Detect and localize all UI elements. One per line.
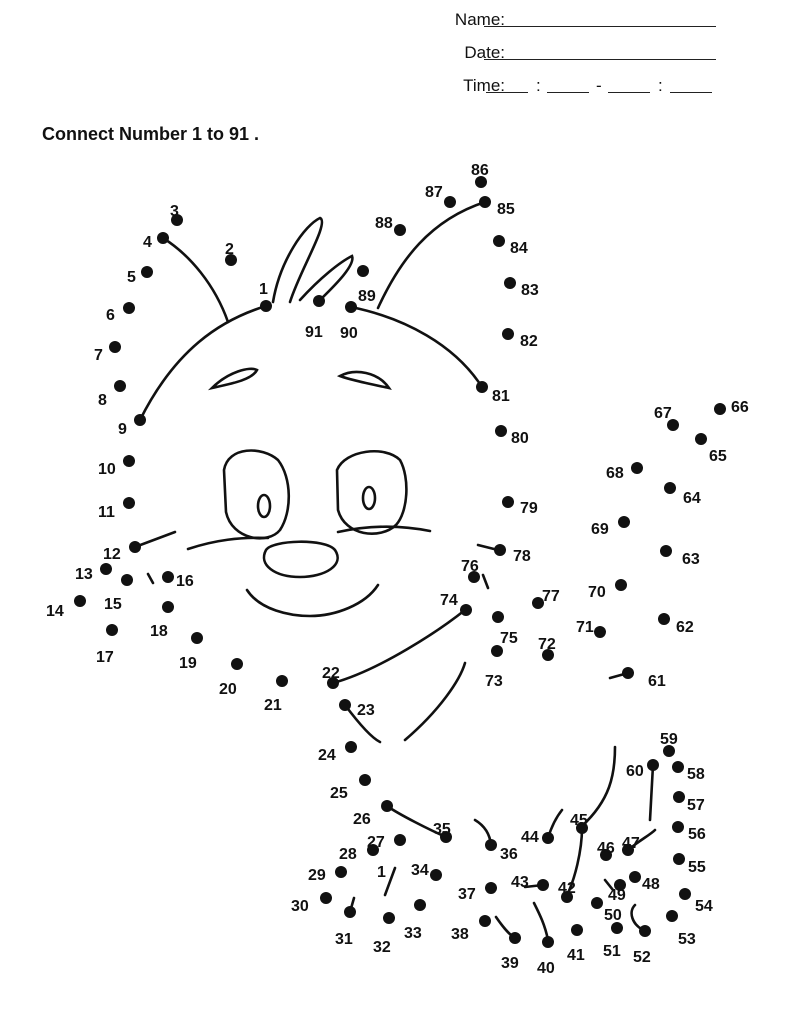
dot-15 (121, 574, 133, 586)
dot-label-68: 68 (606, 465, 624, 482)
time-colon-2: : (658, 76, 663, 95)
dot-label-62: 62 (676, 619, 694, 636)
dot-label-88: 88 (375, 215, 393, 232)
dot-24 (345, 741, 357, 753)
dot-64 (664, 482, 676, 494)
dot-label-72: 72 (538, 636, 556, 653)
dot-label-46: 46 (597, 840, 615, 857)
dot-75 (492, 611, 504, 623)
dot-label-63: 63 (682, 551, 700, 568)
dot-label-28: 28 (339, 846, 357, 863)
dot-label-48: 48 (642, 876, 660, 893)
dot-label-44: 44 (521, 829, 539, 846)
dot-label-43: 43 (511, 874, 529, 891)
dot-label-87: 87 (425, 184, 443, 201)
dot-label-9: 9 (118, 421, 127, 438)
dot-label-39: 39 (501, 955, 519, 972)
dot-68 (631, 462, 643, 474)
instructions: Connect Number 1 to 91 . (42, 124, 260, 144)
dot-label-24: 24 (318, 747, 336, 764)
dot-5 (141, 266, 153, 278)
dot-label-19: 19 (179, 655, 197, 672)
dot-56 (672, 821, 684, 833)
dot-7 (109, 341, 121, 353)
dot-label-86: 86 (471, 162, 489, 179)
dot-label-23: 23 (357, 702, 375, 719)
dot-40 (542, 936, 554, 948)
dot-25 (359, 774, 371, 786)
dot-87 (444, 196, 456, 208)
dot-61 (622, 667, 634, 679)
dot-label-85: 85 (497, 201, 515, 218)
dot-label-69: 69 (591, 521, 609, 538)
dot-9 (134, 414, 146, 426)
dot-label-7: 7 (94, 347, 103, 364)
dot-4 (157, 232, 169, 244)
dot-88 (394, 224, 406, 236)
dot-91 (313, 295, 325, 307)
dot-label-26: 26 (353, 811, 371, 828)
dot-85 (479, 196, 491, 208)
dot-52 (639, 925, 651, 937)
dot-label-25: 25 (330, 785, 348, 802)
name-label: Name: (454, 10, 505, 29)
dot-62 (658, 613, 670, 625)
dot-label-58: 58 (687, 766, 705, 783)
dot-label-18: 18 (150, 623, 168, 640)
dot-label-40: 40 (537, 960, 555, 977)
dot-label-61: 61 (648, 673, 666, 690)
dot-label-5: 5 (127, 269, 136, 286)
dot-label-45: 45 (570, 812, 588, 829)
dot-label-75: 75 (500, 630, 518, 647)
dot-label-8: 8 (98, 392, 107, 409)
dot-55 (673, 853, 685, 865)
dot-26 (381, 800, 393, 812)
date-label: Date: (464, 43, 505, 62)
dot-label-11: 11 (98, 504, 115, 521)
dot-label-81: 81 (492, 388, 510, 405)
dot-label-55: 55 (688, 859, 706, 876)
dot-36 (485, 839, 497, 851)
dot-12 (129, 541, 141, 553)
dot-label-56: 56 (688, 826, 706, 843)
dot-label-74: 74 (440, 592, 458, 609)
dot-label-57: 57 (687, 797, 705, 814)
dot-label-36: 36 (500, 846, 518, 863)
dot-53 (666, 910, 678, 922)
dot-label-4: 4 (143, 234, 152, 251)
dot-label-79: 79 (520, 500, 538, 517)
dot-label-77: 77 (542, 588, 560, 605)
dot-label-59: 59 (660, 731, 678, 748)
dot-label-15: 15 (104, 596, 122, 613)
dot-label-47: 47 (622, 835, 640, 852)
dot-label-67: 67 (654, 405, 672, 422)
dot-label-30: 30 (291, 898, 309, 915)
dot-50 (591, 897, 603, 909)
time-colon-1: : (536, 76, 541, 95)
dot-label-31: 31 (335, 931, 353, 948)
dot-label-41: 41 (567, 947, 585, 964)
dot-label-53: 53 (678, 931, 696, 948)
dot-89 (357, 265, 369, 277)
dot-58 (672, 761, 684, 773)
dot-16 (162, 571, 174, 583)
dot-label-60: 60 (626, 763, 644, 780)
dot-label-33: 33 (404, 925, 422, 942)
dot-48 (629, 871, 641, 883)
dot-label-76: 76 (461, 558, 479, 575)
dot-label-82: 82 (520, 333, 538, 350)
dot-label-91: 91 (305, 324, 323, 341)
dot-44 (542, 832, 554, 844)
dot-83 (504, 277, 516, 289)
dot-70 (615, 579, 627, 591)
dot-69 (618, 516, 630, 528)
dot-19 (191, 632, 203, 644)
dot-label-38: 38 (451, 926, 469, 943)
dot-label-89: 89 (358, 288, 376, 305)
dot-63 (660, 545, 672, 557)
dot-label-34: 34 (411, 862, 429, 879)
dot-label-10: 10 (98, 461, 116, 478)
dot-8 (114, 380, 126, 392)
dot-label-22: 22 (322, 665, 340, 682)
time-label: Time: (463, 76, 505, 95)
dot-label-29: 29 (308, 867, 326, 884)
dot-41 (571, 924, 583, 936)
dot-label-73: 73 (485, 673, 503, 690)
dot-label-6: 6 (106, 307, 115, 324)
dot-71 (594, 626, 606, 638)
dot-14 (74, 595, 86, 607)
dots-layer (74, 176, 726, 948)
dot-23 (339, 699, 351, 711)
dot-34 (430, 869, 442, 881)
dot-label-21: 21 (264, 697, 282, 714)
dot-20 (231, 658, 243, 670)
dot-label-84: 84 (510, 240, 528, 257)
dot-label-12: 12 (103, 546, 121, 563)
dot-18 (162, 601, 174, 613)
dot-label-66: 66 (731, 399, 749, 416)
dot-32 (383, 912, 395, 924)
dot-label-37: 37 (458, 886, 476, 903)
dot-57 (673, 791, 685, 803)
dot-label-27: 27 (367, 834, 385, 851)
dot-label-90: 90 (340, 325, 358, 342)
dot-38 (479, 915, 491, 927)
dot-label-17: 17 (96, 649, 114, 666)
dot-label-78: 78 (513, 548, 531, 565)
dot-37 (485, 882, 497, 894)
dot-31 (344, 906, 356, 918)
dot-label-49: 49 (608, 887, 626, 904)
dot-82 (502, 328, 514, 340)
dot-label-52: 52 (633, 949, 651, 966)
dot-label-42: 42 (558, 880, 576, 897)
dot-29 (335, 866, 347, 878)
dot-label-2: 2 (225, 241, 234, 258)
dot-label-83: 83 (521, 282, 539, 299)
dot-79 (502, 496, 514, 508)
dot-10 (123, 455, 135, 467)
dot-label-64: 64 (683, 490, 701, 507)
extra-number-label: 1 (377, 864, 386, 881)
dot-label-65: 65 (709, 448, 727, 465)
dot-78 (494, 544, 506, 556)
dot-65 (695, 433, 707, 445)
dot-81 (476, 381, 488, 393)
dot-30 (320, 892, 332, 904)
dot-90 (345, 301, 357, 313)
dot-33 (414, 899, 426, 911)
dot-label-71: 71 (576, 619, 594, 636)
dot-label-70: 70 (588, 584, 606, 601)
dot-80 (495, 425, 507, 437)
dot-label-13: 13 (75, 566, 93, 583)
dot-label-16: 16 (176, 573, 194, 590)
dot-11 (123, 497, 135, 509)
dot-13 (100, 563, 112, 575)
dot-label-51: 51 (603, 943, 621, 960)
dot-84 (493, 235, 505, 247)
dot-label-32: 32 (373, 939, 391, 956)
dot-label-80: 80 (511, 430, 529, 447)
time-dash: - (596, 76, 602, 95)
dot-label-20: 20 (219, 681, 237, 698)
dot-label-35: 35 (433, 821, 451, 838)
dot-39 (509, 932, 521, 944)
dot-66 (714, 403, 726, 415)
dot-21 (276, 675, 288, 687)
dot-label-3: 3 (170, 203, 179, 220)
dot-1 (260, 300, 272, 312)
dot-label-1: 1 (259, 281, 268, 298)
dot-6 (123, 302, 135, 314)
dot-74 (460, 604, 472, 616)
labels-layer (46, 162, 749, 977)
dot-17 (106, 624, 118, 636)
dot-label-50: 50 (604, 907, 622, 924)
dot-43 (537, 879, 549, 891)
dot-label-54: 54 (695, 898, 713, 915)
dot-54 (679, 888, 691, 900)
dot-27 (394, 834, 406, 846)
dot-label-14: 14 (46, 603, 64, 620)
dot-60 (647, 759, 659, 771)
